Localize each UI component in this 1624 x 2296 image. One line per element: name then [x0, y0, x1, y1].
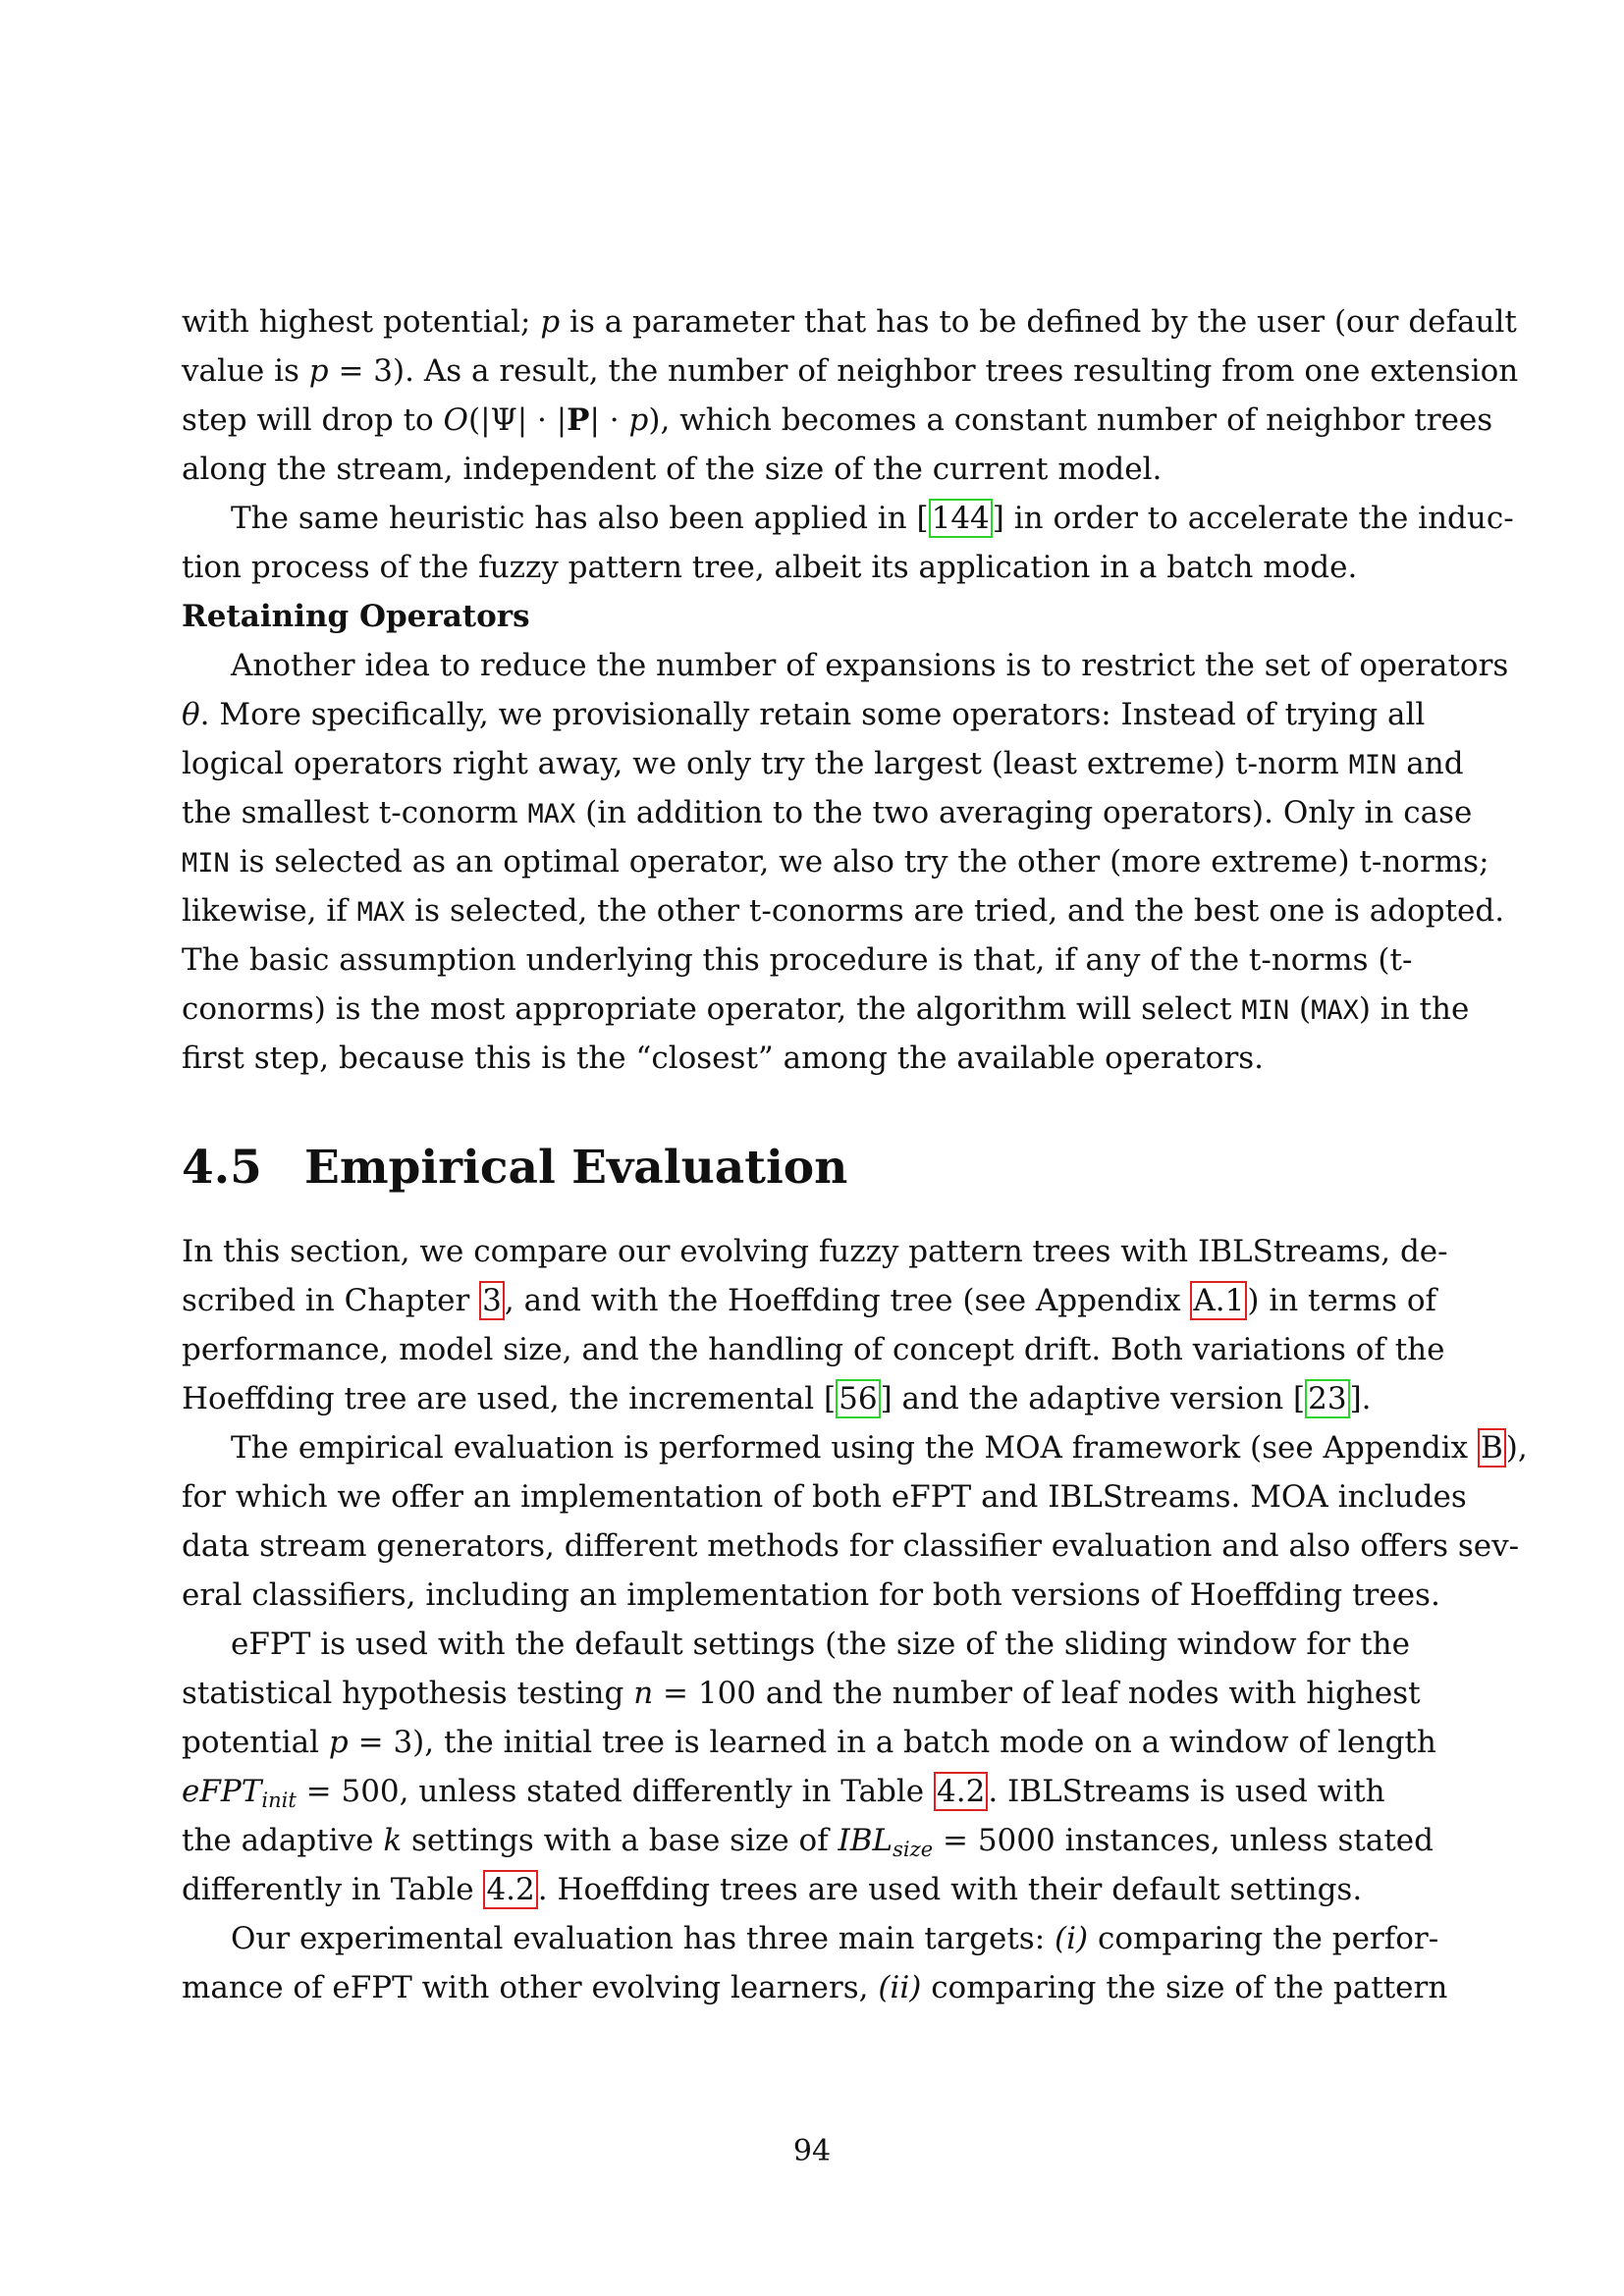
- text-line: likewise, if MAX is selected, the other t-conorms are tried, and the best one is adopted.: [182, 893, 1505, 929]
- section-title: Empirical Evaluation: [304, 1141, 848, 1195]
- text-line: eral classifiers, including an implementation for both versions of Hoeffding trees.: [182, 1577, 1440, 1613]
- text-line: The basic assumption underlying this procedure is that, if any of the t-norms (t-: [182, 942, 1413, 978]
- text-line: step will drop to O(|Ψ| · |P| · p), which becomes a constant number of neighbor trees: [182, 402, 1493, 438]
- table-link[interactable]: 4.2: [934, 1772, 988, 1811]
- text-line: The same heuristic has also been applied in [144] in order to accelerate the induc-: [231, 501, 1514, 536]
- page-number: 94: [792, 2134, 832, 2168]
- text-line: the adaptive k settings with a base size of $IBL_{size} = 5000$ instances, unless stated: [182, 1823, 1434, 1861]
- text-line: eFPT is used with the default settings (the size of the sliding window for the: [231, 1627, 1410, 1662]
- citation-link[interactable]: 56: [836, 1379, 880, 1418]
- text-line: MIN is selected as an optimal operator, we also try the other (more extreme) t-norms;: [182, 844, 1489, 880]
- appendix-link[interactable]: A.1: [1190, 1281, 1247, 1320]
- text-line: tion process of the fuzzy pattern tree, albeit its application in a batch mode.: [182, 550, 1358, 585]
- chapter-link[interactable]: 3: [479, 1281, 505, 1320]
- appendix-link[interactable]: B: [1478, 1428, 1506, 1468]
- text-line: eFPT$_{init}$ = 500, unless stated differently in Table 4.2. IBLStreams is used with: [182, 1774, 1385, 1812]
- citation-link[interactable]: 23: [1305, 1379, 1349, 1418]
- text-line: differently in Table 4.2. Hoeffding trees are used with their default settings.: [182, 1872, 1363, 1907]
- subheading-retaining-operators: Retaining Operators: [182, 599, 530, 634]
- text-line: potential p = 3), the initial tree is learned in a batch mode on a window of length: [182, 1725, 1436, 1760]
- text-line: Another idea to reduce the number of expansions is to restrict the set of operators: [231, 648, 1509, 683]
- text-line: logical operators right away, we only try the largest (least extreme) t-norm MIN and: [182, 746, 1464, 781]
- table-link[interactable]: 4.2: [483, 1870, 537, 1909]
- text-line: data stream generators, different methods for classifier evaluation and also offers sev-: [182, 1528, 1520, 1564]
- text-line: The empirical evaluation is performed using the MOA framework (see Appendix B),: [231, 1430, 1528, 1466]
- text-line: In this section, we compare our evolving fuzzy pattern trees with IBLStreams, de-: [182, 1234, 1448, 1269]
- text-line: with highest potential; p is a parameter that has to be defined by the user (our default: [182, 304, 1517, 340]
- text-line: performance, model size, and the handling of concept drift. Both variations of the: [182, 1332, 1445, 1367]
- text-line: Our experimental evaluation has three main targets: (i) comparing the perfor-: [231, 1921, 1439, 1956]
- section-heading: [182, 1134, 847, 1202]
- text-line: mance of eFPT with other evolving learners, (ii) comparing the size of the pattern: [182, 1970, 1448, 2005]
- text-line: θ. More specifically, we provisionally retain some operators: Instead of trying all: [182, 697, 1426, 732]
- section-number: 4.5: [182, 1141, 262, 1195]
- text-line: for which we offer an implementation of both eFPT and IBLStreams. MOA includes: [182, 1479, 1467, 1515]
- text-line: along the stream, independent of the size of the current model.: [182, 452, 1163, 487]
- text-line: value is p = 3). As a result, the number of neighbor trees resulting from one extension: [182, 353, 1519, 389]
- citation-link[interactable]: 144: [929, 499, 993, 538]
- text-line: conorms) is the most appropriate operator, the algorithm will select MIN (MAX) in the: [182, 991, 1470, 1027]
- text-line: the smallest t-conorm MAX (in addition to the two averaging operators). Only in case: [182, 795, 1473, 830]
- text-line: Hoeffding tree are used, the incremental [56] and the adaptive version [23].: [182, 1381, 1372, 1416]
- text-line: first step, because this is the “closest” among the available operators.: [182, 1041, 1265, 1076]
- text-line: statistical hypothesis testing n = 100 and the number of leaf nodes with highest: [182, 1676, 1421, 1711]
- text-line: scribed in Chapter 3, and with the Hoeffding tree (see Appendix A.1) in terms of: [182, 1283, 1436, 1318]
